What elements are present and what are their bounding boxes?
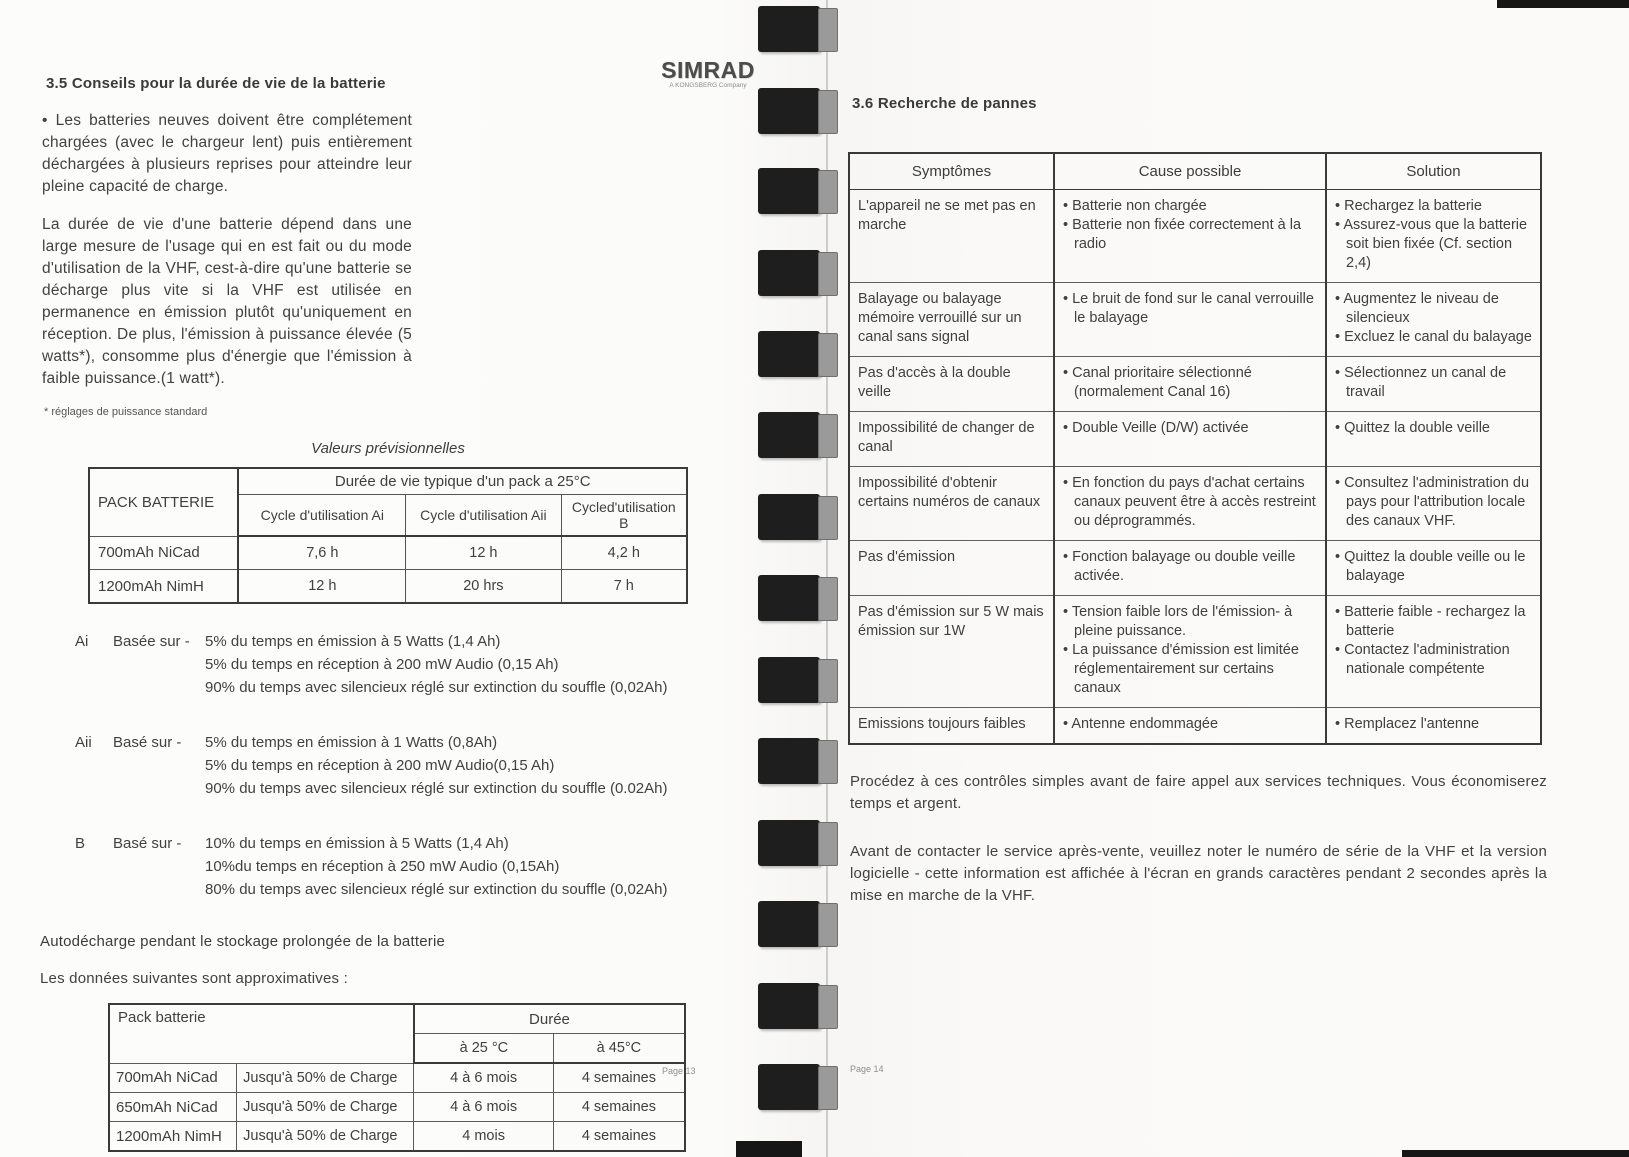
cycle-definition-b: [75, 832, 712, 901]
symptom-cell: Impossibilité de changer de canal: [849, 412, 1054, 467]
cause-cell: [1054, 708, 1326, 745]
table1-caption: Valeurs prévisionnelles: [311, 440, 465, 457]
table2-cell: 4 à 6 mois: [414, 1063, 553, 1093]
logo-tagline: A KONGSBERG Company: [669, 82, 747, 89]
right-page: [848, 95, 1548, 907]
spiral-binding-hole: [758, 901, 820, 947]
section-heading-3-5: 3.5 Conseils pour la durée de vie de la batterie: [46, 75, 386, 92]
solution-cell: [1326, 541, 1541, 596]
table-row: [109, 1093, 685, 1122]
symptom-cell: Pas d'émission sur 5 W mais émission sur 1W: [849, 596, 1054, 708]
symptom-cell: L'appareil ne se met pas en marche: [849, 190, 1054, 283]
table-row: [109, 1122, 685, 1152]
self-discharge-heading: Autodécharge pendant le stockage prolongée de la batterie: [40, 933, 446, 950]
cause-cell: [1054, 467, 1326, 541]
troubleshooting-header-symptoms: Symptômes: [849, 153, 1054, 190]
spiral-binding-hole: [758, 1064, 820, 1110]
binding-wire-line: [826, 0, 828, 1157]
power-footnote: * réglages de puissance standard: [44, 406, 208, 418]
table1-cell: 7 h: [561, 570, 687, 604]
table-row: [849, 190, 1541, 283]
list-line: 5% du temps en réception à 200 mW Audio (0,15 Ah): [205, 656, 559, 673]
left-page: [40, 75, 712, 1152]
symptom-cell: Impossibilité d'obtenir certains numéros de canaux: [849, 467, 1054, 541]
page-number-left: Page 13: [662, 1066, 696, 1076]
table1-cell: 700mAh NiCad: [89, 536, 238, 570]
spiral-binding-hole: [758, 983, 820, 1029]
list-line: 5% du temps en émission à 5 Watts (1,4 Ah): [205, 633, 501, 650]
table2-cell: 4 semaines: [553, 1063, 685, 1093]
bullet-item: • La puissance d'émission est limitée réglementairement sur certains canaux: [1063, 641, 1317, 698]
table-row: [849, 596, 1541, 708]
battery-advice-paragraph-2: La durée de vie d'une batterie dépend dans une large mesure de l'usage qui en est fait ou du mode d'utilisation de la VHF, cest-à-dire qu'une batterie se décharge plus vite si la VHF est utilisée en permanence en émission plutôt qu'uniquement en réception. De plus, l'émission à puissance élevée (5 watts*), consomme plus d'énergie que l'émission à faible puissance.(1 watt*).: [42, 216, 412, 387]
bullet-item: • Contactez l'administration nationale compétente: [1335, 641, 1532, 679]
symptom-cell: Balayage ou balayage mémoire verrouillé sur un canal sans signal: [849, 283, 1054, 357]
cycle-label: Basée sur -: [113, 633, 190, 650]
bullet-item: • Antenne endommagée: [1063, 715, 1317, 734]
scan-artifact-bar: [1497, 0, 1629, 8]
table-row: [89, 536, 687, 570]
bullet-item: • Consultez l'administration du pays pour l'attribution locale des canaux VHF.: [1335, 474, 1532, 531]
bullet-item: • En fonction du pays d'achat certains canaux peuvent être à accès restreint ou déprogrammés.: [1063, 474, 1317, 531]
bullet-item: • Double Veille (D/W) activée: [1063, 419, 1317, 438]
table-row: [849, 541, 1541, 596]
table1-subheader-b: Cycled'utilisation B: [561, 495, 687, 537]
self-discharge-table: [108, 1003, 686, 1152]
table1-cell: 12 h: [406, 536, 561, 570]
cycle-definitions: [75, 630, 712, 901]
battery-advice-paragraph-1: • Les batteries neuves doivent être complétement chargées (avec le chargeur lent) puis entièrement déchargées à plusieurs reprises pour atteindre leur pleine capacité de charge.: [42, 112, 412, 195]
troubleshooting-header-cause: Cause possible: [1054, 153, 1326, 190]
cycle-definition-aii: [75, 731, 712, 800]
scan-artifact-bar: [736, 1141, 802, 1157]
table2-cell: Jusqu'à 50% de Charge: [237, 1063, 414, 1093]
cycle-key: Ai: [75, 633, 89, 650]
table2-duree-header: Durée: [414, 1004, 685, 1034]
bullet-item: • Quittez la double veille: [1335, 419, 1532, 438]
bullet-item: • Augmentez le niveau de silencieux: [1335, 290, 1532, 328]
table2-cell: 4 mois: [414, 1122, 553, 1152]
table2-cell: 4 semaines: [553, 1093, 685, 1122]
solution-cell: [1326, 357, 1541, 412]
solution-cell: [1326, 467, 1541, 541]
bullet-item: • Batterie faible - rechargez la batterie: [1335, 603, 1532, 641]
table-row: [849, 412, 1541, 467]
list-line: 10% du temps en émission à 5 Watts (1,4 Ah): [205, 835, 509, 852]
troubleshooting-table: [848, 152, 1542, 745]
bullet-item: • Le bruit de fond sur le canal verrouille le balayage: [1063, 290, 1317, 328]
table-row: [849, 467, 1541, 541]
cause-cell: [1054, 596, 1326, 708]
cycle-lines: [205, 832, 712, 901]
cycle-definition-ai: [75, 630, 712, 699]
table1-cell: 1200mAh NimH: [89, 570, 238, 604]
solution-cell: [1326, 596, 1541, 708]
table1-subheader-ai: Cycle d'utilisation Ai: [238, 495, 405, 537]
table1-cell: 12 h: [238, 570, 405, 604]
cause-cell: [1054, 412, 1326, 467]
bullet-item: • Batterie non chargée: [1063, 197, 1317, 216]
table2-pack-header: Pack batterie: [109, 1004, 414, 1063]
solution-cell: [1326, 708, 1541, 745]
spiral-binding-hole: [758, 331, 820, 377]
cause-cell: [1054, 283, 1326, 357]
bullet-item: • Batterie non fixée correctement à la radio: [1063, 216, 1317, 254]
bullet-item: • Tension faible lors de l'émission- à pleine puissance.: [1063, 603, 1317, 641]
table2-cell: 700mAh NiCad: [109, 1063, 237, 1093]
bullet-item: • Assurez-vous que la batterie soit bien fixée (Cf. section 2,4): [1335, 216, 1532, 273]
table-row: [109, 1004, 685, 1034]
bullet-item: • Rechargez la batterie: [1335, 197, 1532, 216]
list-line: 90% du temps avec silencieux réglé sur extinction du souffle (0,02Ah): [205, 679, 668, 696]
table2-cell: Jusqu'à 50% de Charge: [237, 1093, 414, 1122]
table-row: [109, 1063, 685, 1093]
service-paragraph: Avant de contacter le service après-vente, veuillez noter le numéro de série de la VHF et la version logicielle - cette information est affichée à l'écran en grands caractères pendant 2 secondes après la mise en marche de la VHF.: [850, 843, 1547, 904]
bullet-item: • Fonction balayage ou double veille activée.: [1063, 548, 1317, 586]
table-row: [89, 570, 687, 604]
list-line: 10%du temps en réception à 250 mW Audio (0,15Ah): [205, 858, 560, 875]
checks-paragraph: Procédez à ces contrôles simples avant de faire appel aux services techniques. Vous économiserez temps et argent.: [850, 773, 1547, 812]
table1-subheader-aii: Cycle d'utilisation Aii: [406, 495, 561, 537]
table1-cell: 4,2 h: [561, 536, 687, 570]
cycle-key: B: [75, 835, 86, 852]
symptom-cell: Pas d'émission: [849, 541, 1054, 596]
cause-cell: [1054, 190, 1326, 283]
table2-temp-25: à 25 °C: [414, 1034, 553, 1064]
symptom-cell: Pas d'accès à la double veille: [849, 357, 1054, 412]
bullet-item: • Quittez la double veille ou le balayage: [1335, 548, 1532, 586]
cycle-label: Basé sur -: [113, 734, 182, 751]
page-number-right: Page 14: [850, 1064, 884, 1074]
table2-cell: 4 semaines: [553, 1122, 685, 1152]
spiral-binding-hole: [758, 657, 820, 703]
battery-life-table: [88, 467, 688, 604]
logo-text: SIMRAD: [661, 57, 755, 83]
spiral-binding-hole: [758, 738, 820, 784]
list-line: 90% du temps avec silencieux réglé sur extinction du souffle (0.02Ah): [205, 780, 668, 797]
cycle-key: Aii: [75, 734, 92, 751]
spiral-binding-hole: [758, 820, 820, 866]
spiral-binding-hole: [758, 250, 820, 296]
spiral-binding-hole: [758, 88, 820, 134]
table-row: [849, 708, 1541, 745]
scan-artifact-bar: [1402, 1150, 1629, 1157]
solution-cell: [1326, 283, 1541, 357]
table1-span-header: Durée de vie typique d'un pack a 25°C: [238, 468, 687, 495]
list-line: 5% du temps en réception à 200 mW Audio(0,15 Ah): [205, 757, 555, 774]
list-line: 5% du temps en émission à 1 Watts (0,8Ah): [205, 734, 498, 751]
spiral-binding-hole: [758, 6, 820, 52]
cycle-lines: [205, 731, 712, 800]
solution-cell: [1326, 190, 1541, 283]
list-line: 80% du temps avec silencieux réglé sur extinction du souffle (0,02Ah): [205, 881, 668, 898]
symptom-cell: Emissions toujours faibles: [849, 708, 1054, 745]
table1-cell: 20 hrs: [406, 570, 561, 604]
table2-cell: 1200mAh NimH: [109, 1122, 237, 1152]
cycle-label: Basé sur -: [113, 835, 182, 852]
spiral-binding-hole: [758, 575, 820, 621]
table-row: [89, 468, 687, 495]
solution-cell: [1326, 412, 1541, 467]
table1-col1-header: PACK BATTERIE: [89, 468, 238, 536]
cause-cell: [1054, 357, 1326, 412]
table1-cell: 7,6 h: [238, 536, 405, 570]
spiral-binding-hole: [758, 412, 820, 458]
bullet-item: • Remplacez l'antenne: [1335, 715, 1532, 734]
bullet-item: • Canal prioritaire sélectionné (normalement Canal 16): [1063, 364, 1317, 402]
cycle-lines: [205, 630, 712, 699]
table2-cell: 4 à 6 mois: [414, 1093, 553, 1122]
cause-cell: [1054, 541, 1326, 596]
table-header-row: [849, 153, 1541, 190]
approximate-data-note: Les données suivantes sont approximatives :: [40, 970, 348, 987]
section-heading-3-6: 3.6 Recherche de pannes: [852, 95, 1037, 112]
table2-temp-45: à 45°C: [553, 1034, 685, 1064]
spiral-binding-hole: [758, 168, 820, 214]
table-row: [849, 357, 1541, 412]
spiral-binding-hole: [758, 494, 820, 540]
bullet-item: • Excluez le canal du balayage: [1335, 328, 1532, 347]
bullet-item: • Sélectionnez un canal de travail: [1335, 364, 1532, 402]
table-row: [849, 283, 1541, 357]
table2-cell: 650mAh NiCad: [109, 1093, 237, 1122]
troubleshooting-header-solution: Solution: [1326, 153, 1541, 190]
table2-cell: Jusqu'à 50% de Charge: [237, 1122, 414, 1152]
